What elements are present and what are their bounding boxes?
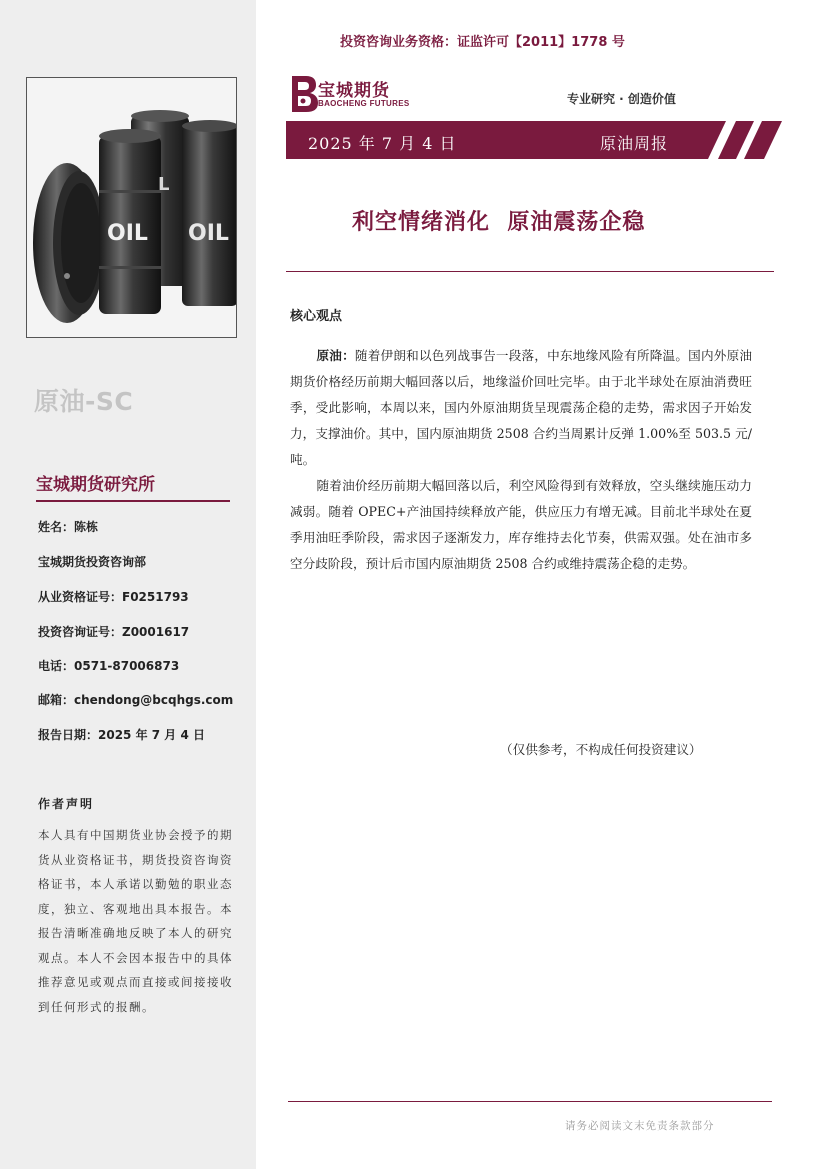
svg-text:OIL: OIL (188, 221, 229, 246)
paragraph-1-text: 随着伊朗和以色列战事告一段落，中东地缘风险有所降温。国内外原油期货价格经历前期大幅回落以后，地缘溢价回吐完毕。由于北半球处在原油消费旺季，受此影响，本周以来，国内外原油期货呈现震荡企稳的走势，需求因子开始发力，支撑油价。其中，国内原油期货 2508 合约当周累计反弹 1.00%至 503.5 元/吨。 (290, 348, 753, 467)
paragraph-1 (290, 343, 752, 473)
author-statement-text: 本人具有中国期货业协会授予的期货从业资格证书，期货投资咨询资格证书，本人承诺以勤勉的职业态度，独立、客观地出具本报告。本报告清晰准确地反映了本人的研究观点。本人不会因本报告中的具体推荐意见或观点而直接或间接接收到任何形式的报酬。 (38, 828, 233, 1014)
paragraph-2: 随着油价经历前期大幅回落以后，利空风险得到有效释放，空头继续施压动力减弱。随着 OPEC+产油国持续释放产能，供应压力有增无减。目前北半球处在夏季用油旺季阶段，需求因子逐渐发力，库存维持去化节奏，供需双强。处在油市多空分歧阶段，预计后市国内原油期货 2508 合约或维持震荡企稳的走势。 (290, 478, 752, 571)
logo-subtitle: BAOCHENG FUTURES (318, 99, 410, 108)
product-name: 原油-SC (34, 387, 134, 416)
core-view-body (290, 343, 752, 577)
institute-divider (36, 500, 230, 502)
core-view-heading: 核心观点 (290, 309, 343, 324)
license-info: 投资咨询业务资格：证监许可【2011】1778 号 (340, 35, 625, 50)
footer-divider (288, 1101, 772, 1102)
oil-barrels-image (26, 77, 237, 338)
report-type: 原油周报 (600, 134, 669, 153)
oil-label-text: OIL (107, 221, 148, 246)
qualification-number: 从业资格证号：F0251793 (38, 590, 189, 604)
slogan: 专业研究 · 创造价值 (567, 92, 676, 106)
svg-text:L: L (158, 174, 170, 195)
report-date-banner: 2025 年 7 月 4 日 (308, 134, 457, 153)
paragraph-1-lead: 原油： (316, 348, 355, 363)
footer-notice: 请务必阅读文末免责条款部分 (565, 1120, 715, 1132)
phone: 电话：0571-87006873 (38, 659, 180, 673)
institute-name: 宝城期货研究所 (36, 475, 155, 495)
email[interactable]: 邮箱：chendong@bcqhgs.com (38, 693, 234, 707)
sidebar (0, 0, 256, 1169)
consulting-number: 投资咨询证号：Z0001617 (38, 625, 190, 639)
department: 宝城期货投资咨询部 (38, 555, 147, 569)
oil-barrels-illustration (27, 78, 237, 338)
logo-text: 宝城期货 (318, 81, 390, 101)
author-statement-title: 作者声明 (38, 797, 95, 811)
title-divider (286, 271, 774, 272)
investment-disclaimer: （仅供参考，不构成任何投资建议） (500, 742, 702, 757)
report-date: 报告日期：2025 年 7 月 4 日 (38, 728, 205, 742)
report-title: 利空情绪消化 原油震荡企稳 (352, 210, 646, 235)
author-name: 姓名：陈栋 (38, 520, 99, 534)
